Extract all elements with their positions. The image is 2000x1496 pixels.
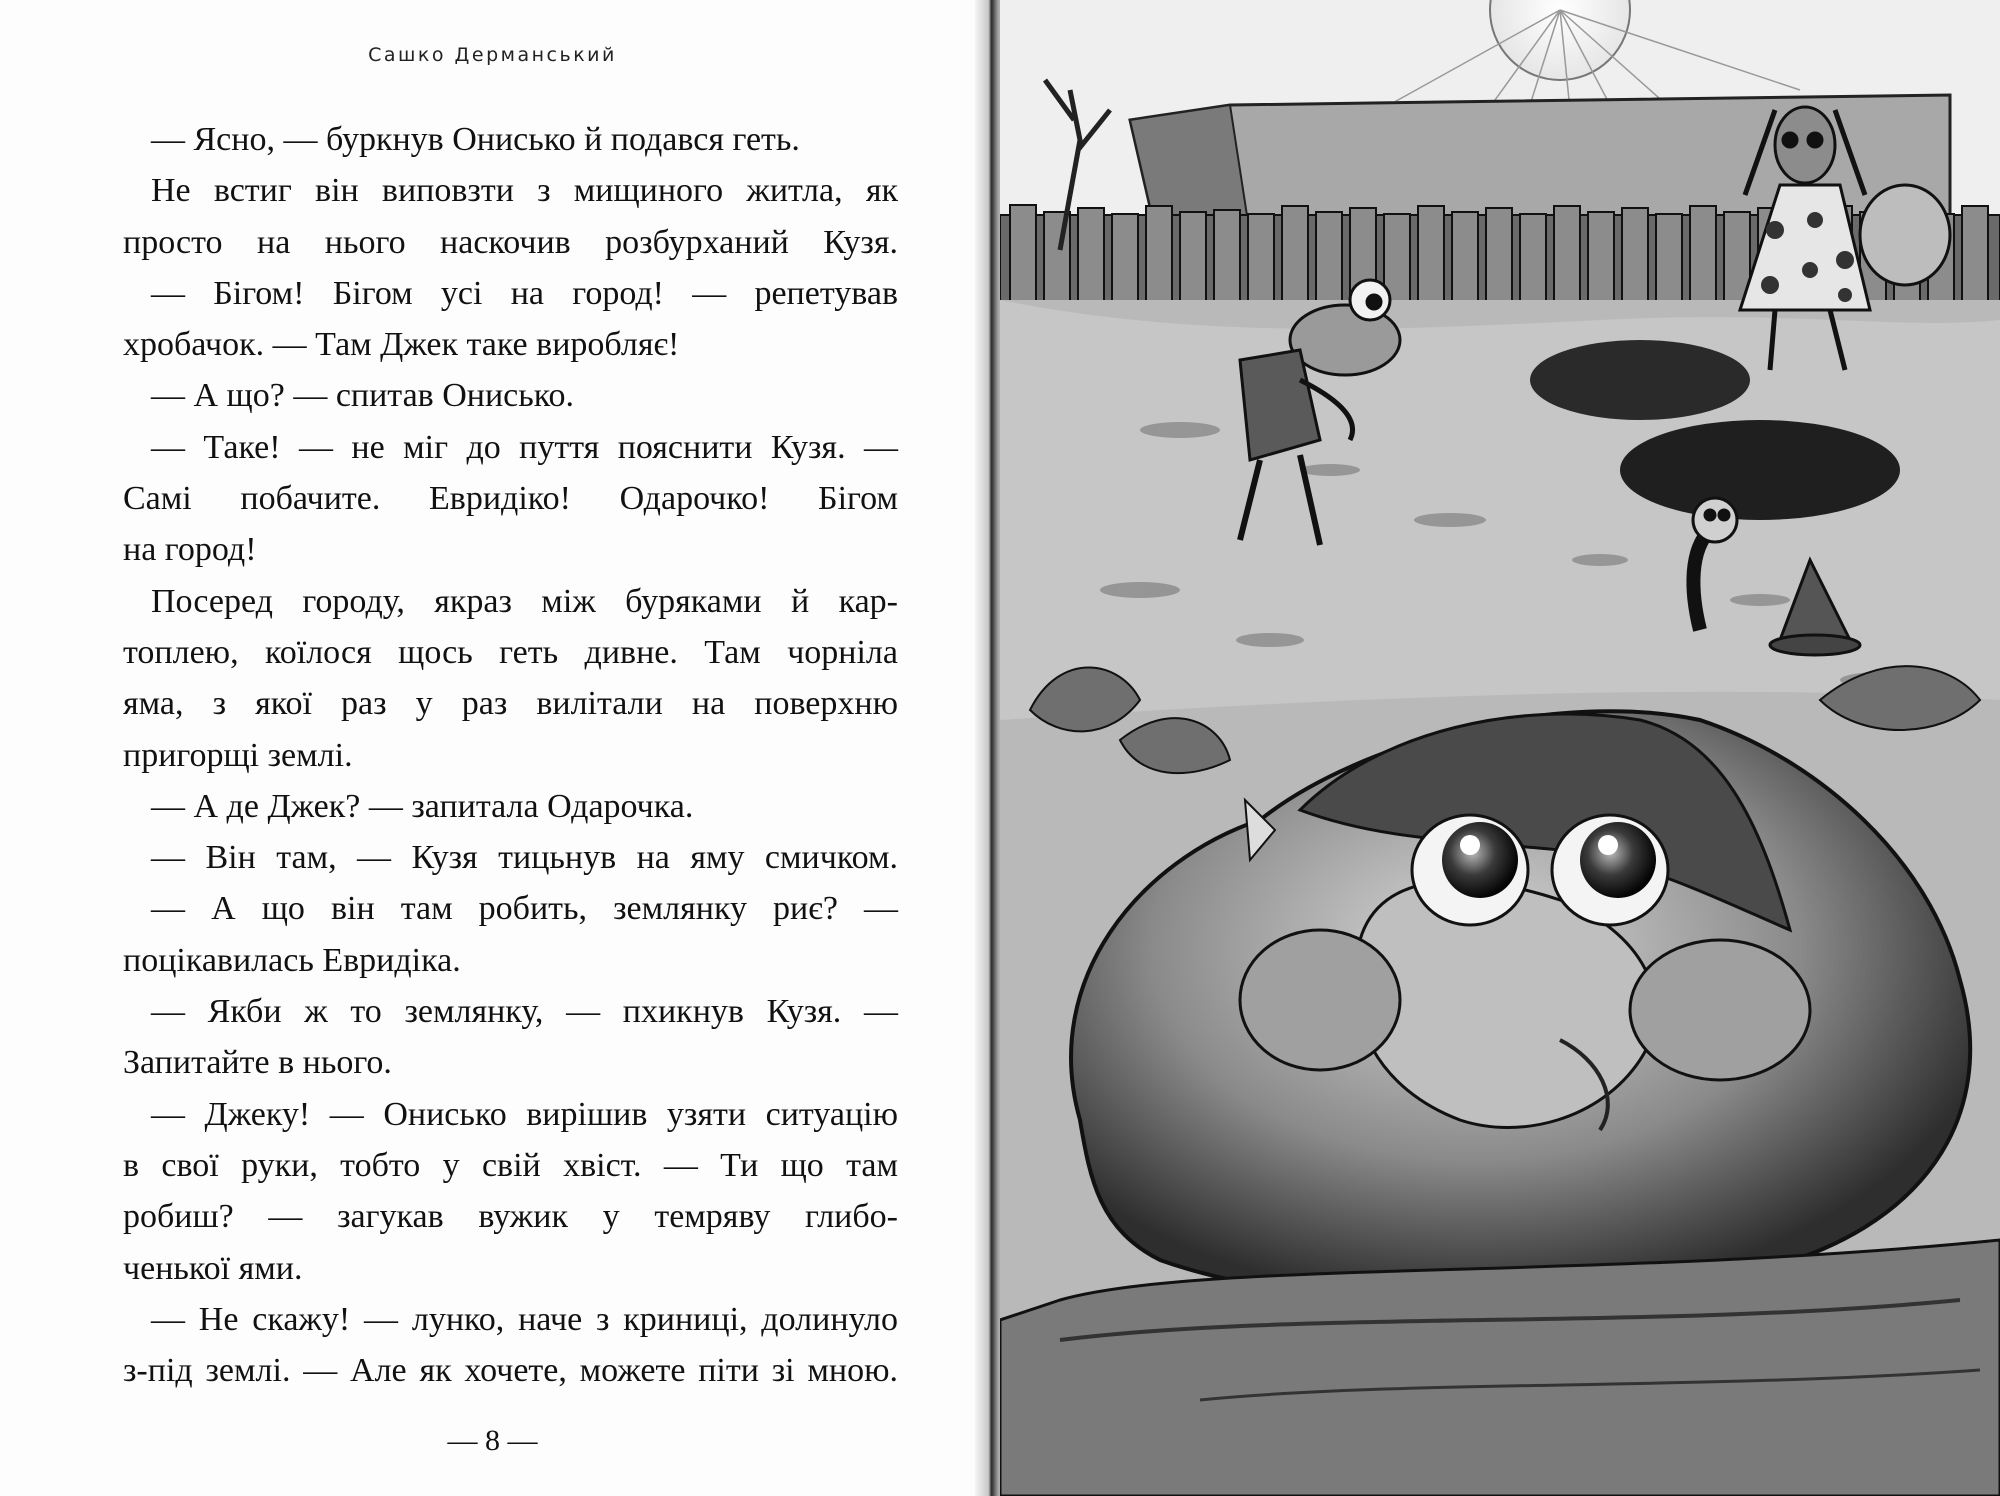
page-number: — 8 — [447,1424,538,1457]
text-line: — Таке! — не міг до пуття пояснити Кузя. — [151,428,898,466]
text-line: в свої руки, тобто у свій хвіст. — Ти що там [123,1146,898,1184]
text-line: Самі побачите. Евридіко! Одарочко! Бігом [123,480,898,518]
text-line: просто на нього наскочив розбурханий Кузя. [123,223,898,261]
text-line: топлею, коїлося щось геть дивне. Там чорніла [123,633,898,671]
text-line: яма, з якої раз у раз вилітали на поверхню [123,685,898,723]
text-line: поцікавилась Евридіка. [123,941,461,979]
text-line: — А що він там робить, землянку риє? — [151,890,898,928]
text-line: Запитайте в нього. [123,1044,392,1082]
text-line: — А що? — спитав Онисько. [151,377,575,415]
dark-pit [1620,420,1900,520]
text-line: — Не скажу! — лунко, наче з криниці, долинуло [151,1300,898,1338]
text-line: ченької ями. [123,1249,303,1287]
text-line: Посеред городу, якраз між буряками й кар- [151,582,898,620]
running-head: Сашко Дерманський [368,44,617,66]
text-line: — Ясно, — буркнув Онисько й подався геть. [151,121,800,158]
text-line: пригорщі землі. [123,736,353,774]
text-line: — А де Джек? — запитала Одарочка. [151,787,694,825]
text-line: хробачок. — Там Джек таке виробляє! [123,326,680,364]
text-line: Не встиг він виповзти з мищиного житла, як [151,172,898,210]
text-line: — Джеку! — Онисько вирішив узяти ситуацію [151,1095,898,1133]
text-line: — Якби ж то землянку, — пхикнув Кузя. — [151,993,898,1031]
text-line: — Бігом! Бігом усі на город! — репетував [151,274,898,312]
text-line: на город! [123,531,257,569]
text-line: — Він там, — Кузя тицьнув на яму смичком. [151,839,898,877]
left-page [0,0,985,1496]
illustration-page [1000,0,2000,1496]
text-line: робиш? — загукав вужик у темряву глибо- [123,1198,898,1236]
story-text [123,114,898,1396]
text-line: з-під землі. — Але як хочете, можете піти зі мною. [123,1352,898,1390]
garden-illustration [1000,0,2000,1496]
dirt-hole [1530,340,1750,420]
